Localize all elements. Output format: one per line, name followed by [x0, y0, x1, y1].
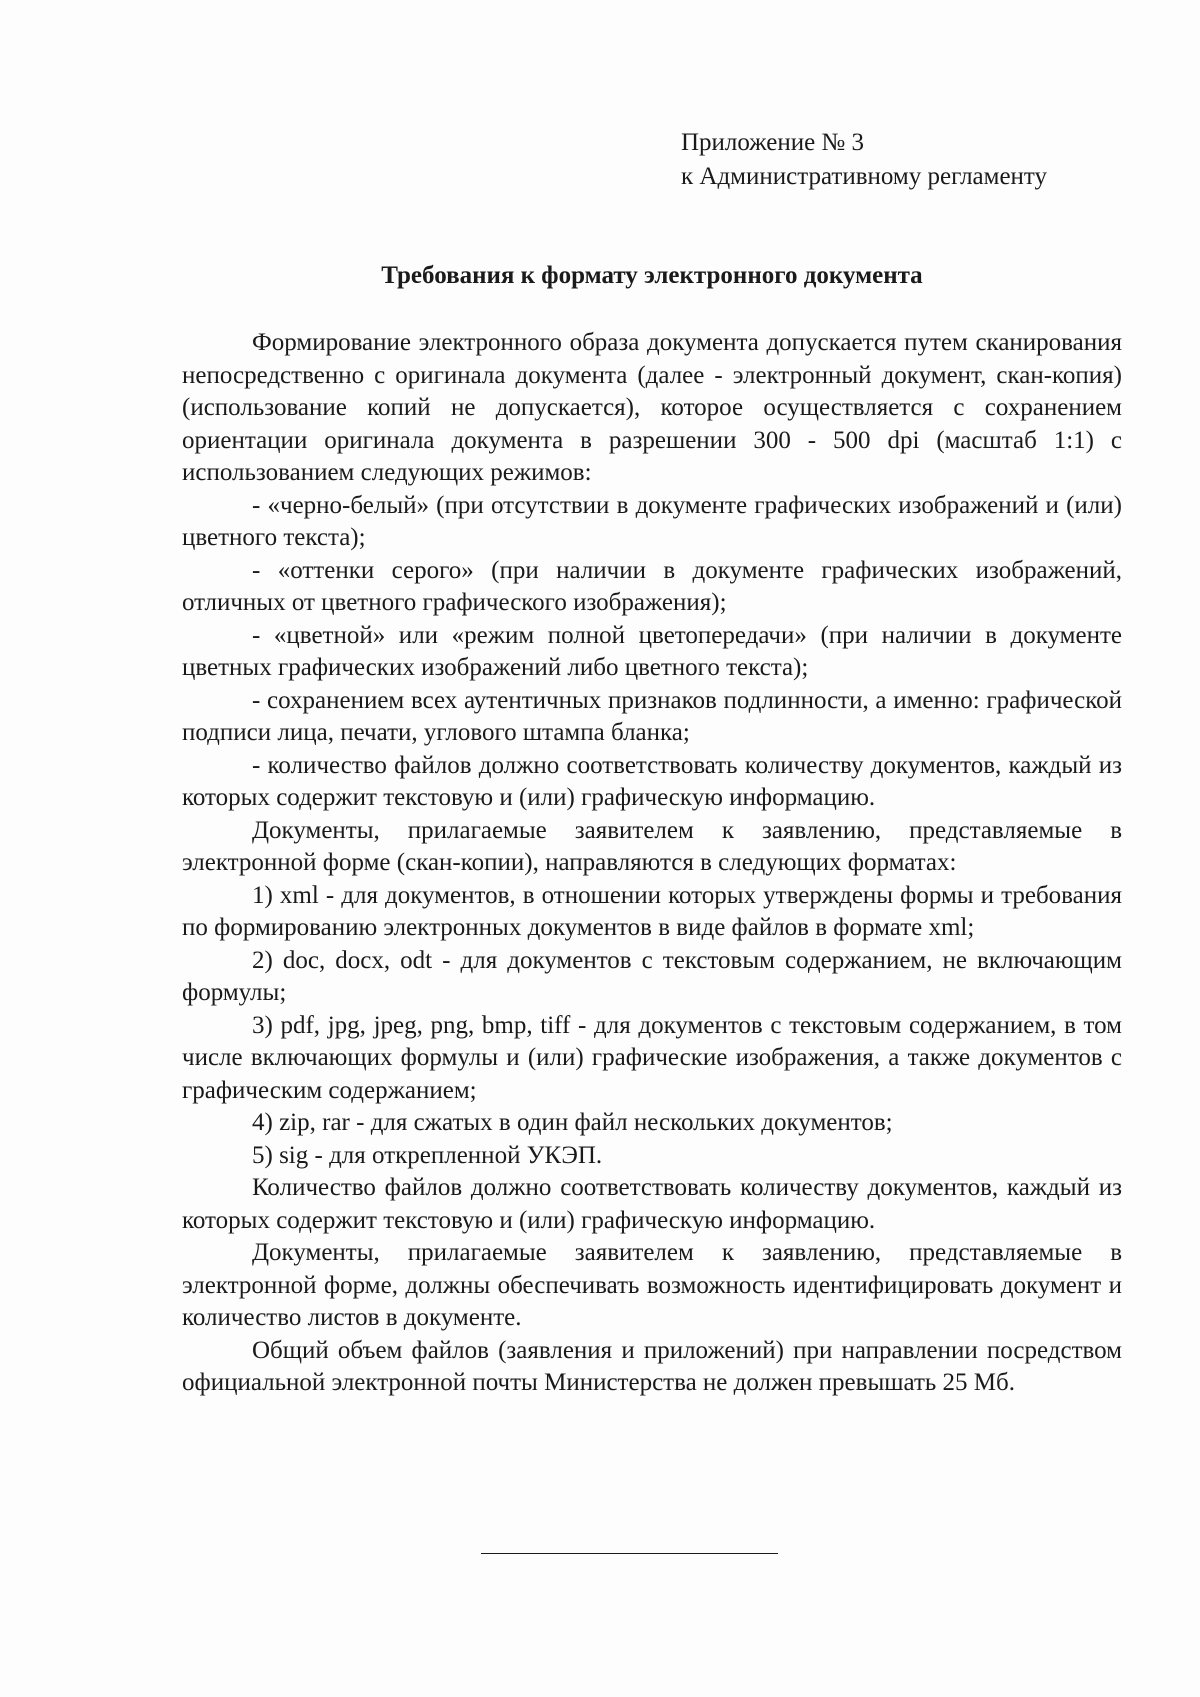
list-item-black-white: - «черно-белый» (при отсутствии в документе графических изображений и (или) цветного текста); [182, 491, 1122, 551]
format-item-pdf-images: 3) pdf, jpg, jpeg, png, bmp, tiff - для документов с текстовым содержанием, в том числе включающих формулы и (или) графические изображения, а также документов с графическим содержанием; [182, 1011, 1122, 1104]
list-item-grayscale: - «оттенки серого» (при наличии в документе графических изображений, отличных от цветного графического изображения); [182, 556, 1122, 616]
appendix-reference [681, 126, 1047, 194]
format-item-xml: 1) xml - для документов, в отношении которых утверждены формы и требования по формированию электронных документов в виде файлов в формате xml; [182, 881, 1122, 941]
list-item-authenticity: - сохранением всех аутентичных признаков подлинности, а именно: графической подписи лица, печати, углового штампа бланка; [182, 686, 1122, 746]
document-title: Требования к формату электронного документа [381, 262, 923, 289]
closing-divider [481, 1553, 778, 1554]
list-item-file-count: - количество файлов должно соответствовать количеству документов, каждый из которых содержит текстовую и (или) графическую информацию. [182, 751, 1122, 811]
paragraph-scan-requirements: Формирование электронного образа документа допускается путем сканирования непосредственно с оригинала документа (далее - электронный документ, скан-копия) (использование копий не допускается), которое осуществляется с сохранением ориентации оригинала документа в разрешении 300 - 500 dpi (масштаб 1:1) с использованием следующих режимов: [182, 329, 1122, 486]
paragraph-file-count: Количество файлов должно соответствовать количеству документов, каждый из которых содержит текстовую и (или) графическую информацию. [182, 1174, 1122, 1234]
appendix-number: Приложение № 3 [681, 129, 865, 156]
paragraph-identification: Документы, прилагаемые заявителем к заявлению, представляемые в электронной форме, должны обеспечивать возможность идентифицировать документ и количество листов в документе. [182, 1239, 1122, 1331]
list-item-color: - «цветной» или «режим полной цветопередачи» (при наличии в документе цветных графических изображений либо цветного текста); [182, 621, 1122, 681]
document-body [182, 327, 1122, 1400]
format-item-signature: 5) sig - для открепленной УКЭП. [252, 1141, 603, 1169]
format-item-archives: 4) zip, rar - для сжатых в один файл нескольких документов; [252, 1109, 893, 1136]
format-item-doc: 2) doc, docx, odt - для документов с текстовым содержанием, не включающим формулы; [182, 946, 1122, 1006]
paragraph-formats-intro: Документы, прилагаемые заявителем к заявлению, представляемые в электронной форме (скан-копии), направляются в следующих форматах: [182, 816, 1122, 876]
appendix-target: к Административному регламенту [681, 163, 1048, 190]
paragraph-size-limit: Общий объем файлов (заявления и приложений) при направлении посредством официальной электронной почты Министерства не должен превышать 25 Мб. [182, 1336, 1122, 1396]
